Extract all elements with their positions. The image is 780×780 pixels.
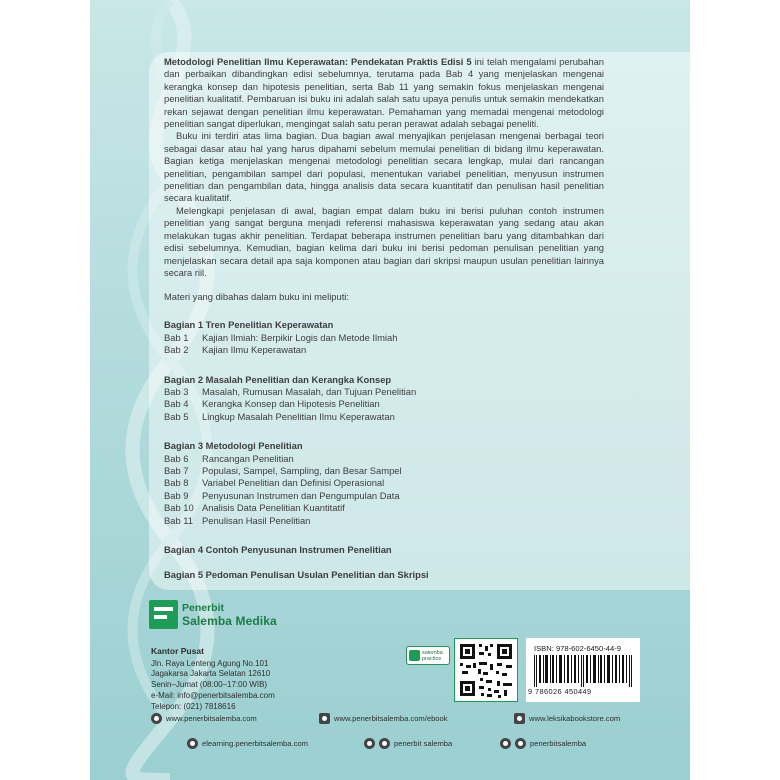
publisher-name-line2: Salemba Medika bbox=[182, 613, 277, 628]
book-title: Metodologi Penelitian Ilmu Keperawatan: Pendekatan Praktis Edisi 5 bbox=[164, 56, 472, 67]
instagram-icon bbox=[500, 738, 511, 749]
intro-paragraph-1 bbox=[164, 56, 604, 130]
chapter-row bbox=[164, 411, 690, 423]
qr-code[interactable] bbox=[454, 638, 518, 702]
twitter-icon bbox=[515, 738, 526, 749]
footer-social-2[interactable] bbox=[500, 738, 586, 749]
office-line: Senin–Jumat (08:00–17:00 WIB) bbox=[151, 680, 268, 690]
chapter-number: Bab 11 bbox=[164, 514, 194, 526]
chapter-title: Masalah, Rumusan Masalah, dan Tujuan Penelitian bbox=[202, 385, 417, 397]
chapter-number: Bab 1 bbox=[164, 331, 189, 343]
office-address bbox=[151, 646, 275, 712]
cart-icon bbox=[514, 713, 525, 724]
chapter-title: Kerangka Konsep dan Hipotesis Penelitian bbox=[202, 398, 380, 410]
description-panel bbox=[149, 52, 690, 590]
practice-icon bbox=[409, 650, 420, 661]
footer-ebook[interactable] bbox=[319, 713, 448, 724]
chapter-title: Populasi, Sampel, Sampling, dan Besar Sampel bbox=[202, 464, 402, 476]
footer-bookstore-text: www.leksikabookstore.com bbox=[529, 714, 621, 723]
chapter-row bbox=[164, 344, 690, 356]
chapter-row bbox=[164, 332, 690, 344]
office-line: Jln. Raya Lenteng Agung No.101 bbox=[151, 658, 269, 668]
chapter-row bbox=[164, 386, 690, 398]
footer-social-2-text: penerbitsalemba bbox=[530, 739, 587, 748]
office-line: Jagakarsa Jakarta Selatan 12610 bbox=[151, 669, 271, 679]
practice-line1: salemba bbox=[422, 649, 443, 656]
chapter-number: Bab 4 bbox=[164, 398, 189, 410]
chapter-title: Variabel Penelitian dan Definisi Operasional bbox=[202, 477, 385, 489]
chapter-title: Kajian Ilmu Keperawatan bbox=[202, 344, 307, 356]
chapter-title: Rancangan Penelitian bbox=[202, 452, 294, 464]
publisher-name-line1: Penerbit bbox=[182, 601, 225, 614]
office-phone: Telepon: (021) 7818616 bbox=[151, 701, 236, 711]
part-title: Bagian 1 Tren Penelitian Keperawatan bbox=[164, 319, 334, 331]
intro-paragraph-3: Melengkapi penjelasan di awal, bagian empat dalam buku ini berisi puluhan contoh instrumen penelitian yang sangat berguna menjadi referensi mahasiswa keperawatan yang sedang atau akan melakukan tugas akhir penelitian. Terdapat beberapa instrumen penelitian baru yang ditambahkan dari edisi sebelumnya. Kemudian, bagian kelima dari buku ini berisi pedoman penulisan penelitian yang menjelaskan secara detail apa saja komponen atau bagian dari skripsi maupun usulan penelitian lainnya secara riil. bbox=[164, 204, 604, 278]
footer-bookstore[interactable] bbox=[514, 713, 620, 724]
part-2 bbox=[164, 374, 690, 424]
publisher-logo bbox=[149, 600, 277, 629]
barcode-digits: 9 786026 450449 bbox=[528, 687, 592, 696]
chapter-number: Bab 10 bbox=[164, 502, 194, 514]
materi-label: Materi yang dibahas dalam buku ini meliputi: bbox=[164, 291, 349, 303]
chapter-number: Bab 9 bbox=[164, 489, 189, 501]
chapter-number: Bab 6 bbox=[164, 452, 189, 464]
chapter-number: Bab 5 bbox=[164, 410, 189, 422]
chapter-number: Bab 8 bbox=[164, 477, 189, 489]
elearning-icon bbox=[187, 738, 198, 749]
footer-website[interactable] bbox=[151, 713, 257, 724]
chapter-title: Lingkup Masalah Penelitian Ilmu Keperawatan bbox=[202, 410, 395, 422]
chapter-number: Bab 2 bbox=[164, 344, 189, 356]
publisher-logo-icon bbox=[149, 600, 178, 629]
barcode-bars bbox=[534, 655, 632, 687]
chapter-number: Bab 7 bbox=[164, 464, 189, 476]
chapter-title: Penulisan Hasil Penelitian bbox=[202, 514, 311, 526]
intro-text bbox=[164, 56, 604, 279]
chapter-row bbox=[164, 398, 690, 410]
globe-icon bbox=[151, 713, 162, 724]
part-4-title: Bagian 4 Contoh Penyusunan Instrumen Penelitian bbox=[164, 544, 392, 555]
chapter-row bbox=[164, 490, 690, 502]
part-1 bbox=[164, 319, 690, 356]
office-heading: Kantor Pusat bbox=[151, 646, 204, 656]
barcode bbox=[526, 638, 640, 702]
footer-elearning[interactable] bbox=[187, 738, 308, 749]
office-email: e-Mail: info@penerbitsalemba.com bbox=[151, 690, 275, 700]
intro-paragraph-2: Buku ini terdiri atas lima bagian. Dua bagian awal menyajikan penjelasan mengenai berbagai teori sebagai dasar atau hal yang harus dipahami sebelum memulai penelitian di bidang ilmu keperawatan. Bagian ketiga menjelaskan mengenai metodologi penelitian secara lengkap, mulai dari rancangan penelitian, pengambilan sampel dari populasi, menentukan variabel penelitian, menyusun instrumen penelitian dan pengambilan data, hingga analisis data secara kuantitatif dan penulisan hasil penelitian secara kualitatif. bbox=[164, 130, 604, 204]
salemba-practice-badge bbox=[406, 646, 450, 665]
chapter-row bbox=[164, 453, 690, 465]
part-5-title: Bagian 5 Pedoman Penulisan Usulan Penelitian dan Skripsi bbox=[164, 569, 429, 580]
youtube-icon bbox=[379, 738, 390, 749]
chapter-number: Bab 3 bbox=[164, 385, 189, 397]
footer-ebook-text: www.penerbitsalemba.com/ebook bbox=[334, 714, 448, 723]
chapter-row bbox=[164, 502, 690, 514]
footer-social-1-text: penerbit salemba bbox=[394, 739, 453, 748]
chapter-title: Analisis Data Penelitian Kuantitatif bbox=[202, 502, 345, 514]
part-title: Bagian 3 Metodologi Penelitian bbox=[164, 440, 303, 452]
practice-line2: practice bbox=[422, 655, 442, 662]
ebook-icon bbox=[319, 713, 330, 724]
chapter-title: Kajian Ilmiah: Berpikir Logis dan Metode Ilmiah bbox=[202, 331, 398, 343]
isbn: ISBN: 978-602-6450-44-9 bbox=[534, 644, 621, 653]
chapter-row bbox=[164, 477, 690, 489]
part-3 bbox=[164, 440, 690, 527]
qr-code-graphic bbox=[454, 638, 518, 702]
chapter-row bbox=[164, 515, 690, 527]
facebook-icon bbox=[364, 738, 375, 749]
chapter-row bbox=[164, 465, 690, 477]
footer-social-1[interactable] bbox=[364, 738, 452, 749]
book-back-cover bbox=[90, 0, 690, 780]
intro-paragraph-1-rest: ini telah mengalami perubahan dan perbaikan dibandingkan edisi sebelumnya, terutama pada Bab 4 yang menjelaskan mengenai kerangka konsep dan hipotesis penelitian, serta Bab 11 yang semakin fokus menjelaskan mengenai penelitian kualitatif. Pembaruan isi buku ini adalah salah satu upaya penulis untuk semakin mendekatkan rekan sejawat dengan penelitian ilmu keperawatan. Pemahaman yang memadai mengenai metodologi penelitian sangat diperlukan, mengingat salah satu peran perawat adalah sebagai peneliti. bbox=[164, 56, 604, 130]
part-title: Bagian 2 Masalah Penelitian dan Kerangka Konsep bbox=[164, 373, 392, 385]
footer-elearning-text: elearning.penerbitsalemba.com bbox=[202, 739, 308, 748]
chapter-title: Penyusunan Instrumen dan Pengumpulan Data bbox=[202, 489, 400, 501]
footer-website-text: www.penerbitsalemba.com bbox=[166, 714, 257, 723]
